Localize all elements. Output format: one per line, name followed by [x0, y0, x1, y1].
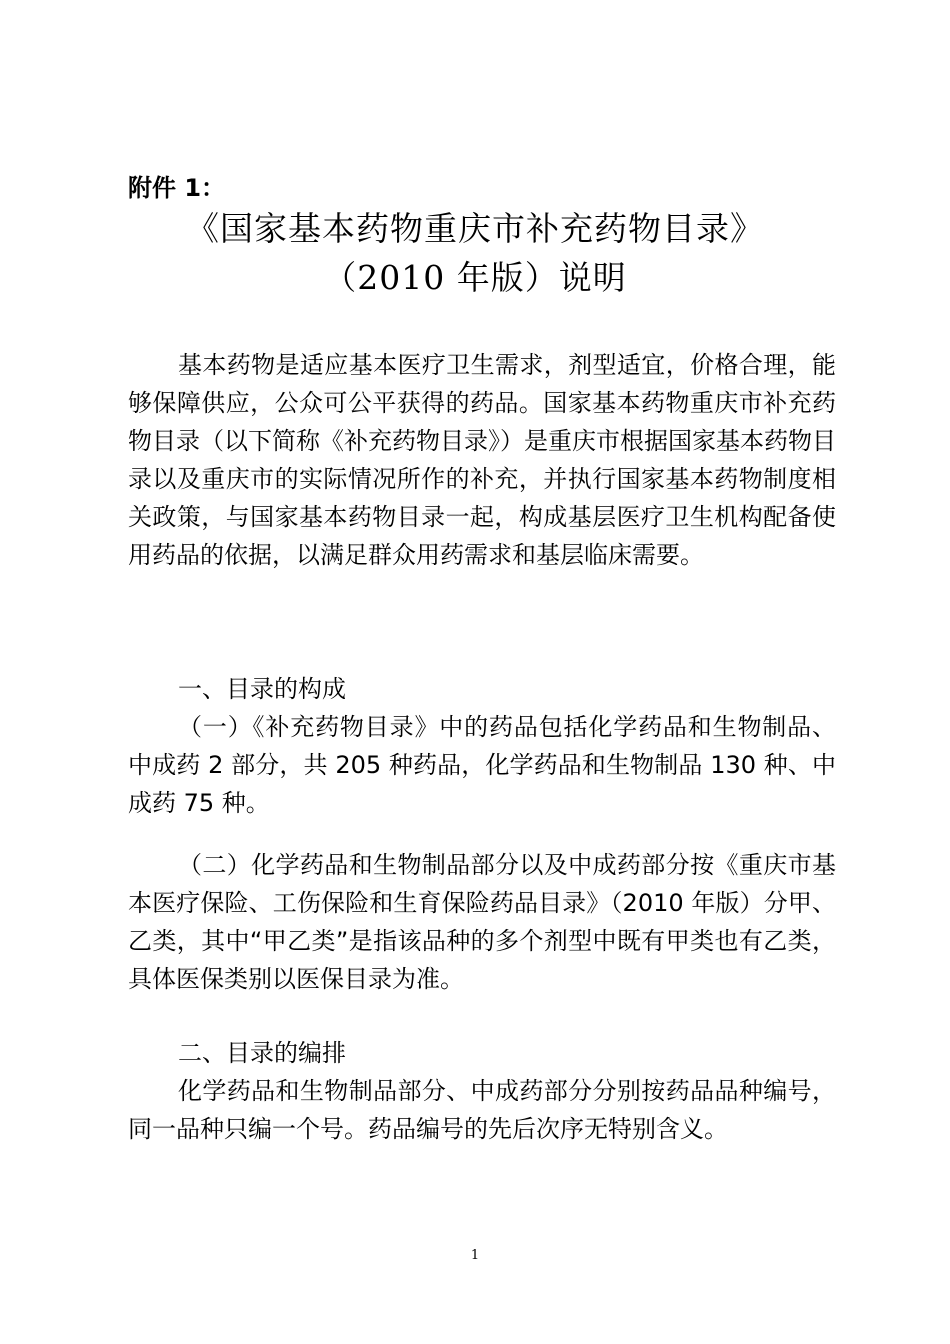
page-number: 1	[470, 1248, 480, 1263]
attachment-label: 附件 1：	[128, 174, 226, 202]
section-heading-arrangement: 二、目录的编排	[178, 1039, 346, 1067]
document-title: 《国家基本药物重庆市补充药物目录》	[186, 209, 764, 248]
arrangement-paragraph: 化学药品和生物制品部分、中成药部分分别按药品品种编号，同一品种只编一个号。药品编号的先后次序无特别含义。	[128, 1077, 836, 1143]
composition-item-2: （二）化学药品和生物制品部分以及中成药部分按《重庆市基本医疗保险、工伤保险和生育保险药品目录》（2010 年版）分甲、乙类，其中“甲乙类”是指该品种的多个剂型中既有甲类也有乙类，具体医保类别以医保目录为准。	[128, 851, 836, 993]
composition-item-1: （一）《补充药物目录》中的药品包括化学药品和生物制品、中成药 2 部分，共 205 种药品，化学药品和生物制品 130 种、中成药 75 种。	[128, 713, 836, 817]
intro-paragraph: 基本药物是适应基本医疗卫生需求，剂型适宜，价格合理，能够保障供应，公众可公平获得的药品。国家基本药物重庆市补充药物目录（以下简称《补充药物目录》）是重庆市根据国家基本药物目录以及重庆市的实际情况所作的补充，并执行国家基本药物制度相关政策，与国家基本药物目录一起，构成基层医疗卫生机构配备使用药品的依据，以满足群众用药需求和基层临床需要。	[128, 351, 836, 569]
section-heading-composition: 一、目录的构成	[178, 675, 346, 703]
document-subtitle: （2010 年版）说明	[323, 258, 627, 297]
